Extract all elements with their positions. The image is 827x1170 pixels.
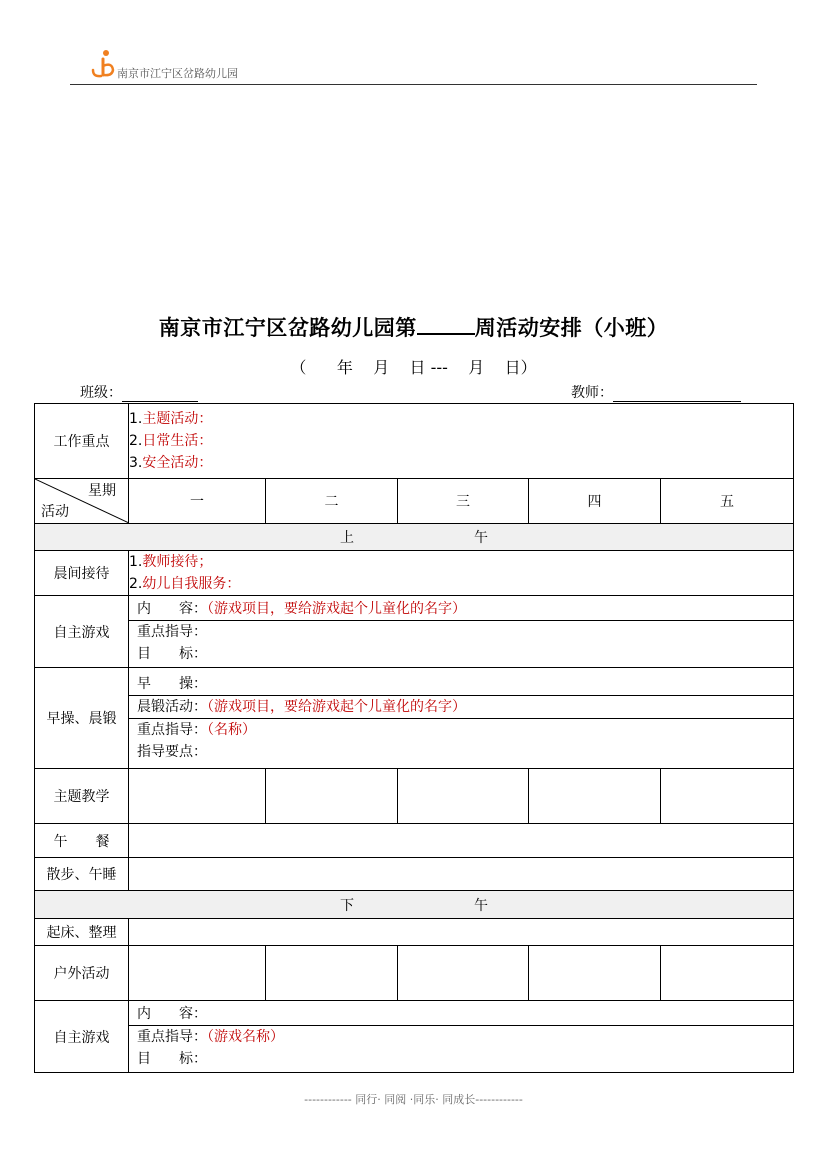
day-thursday: 四: [529, 479, 661, 524]
page-title: 南京市江宁区岔路幼儿园第 周活动安排（小班）: [158, 316, 669, 340]
outdoor-tue[interactable]: [266, 946, 398, 1001]
reception-content: 1.教师接待； 2.幼儿自我服务：: [129, 551, 794, 596]
header-activity-label: 活动: [41, 504, 69, 520]
day-monday: 一: [129, 479, 266, 524]
afternoon-section-row: [35, 891, 794, 919]
theme-teaching-label: 主题教学: [35, 769, 129, 824]
header-weekday-label: 星期: [88, 483, 116, 499]
class-field: 班级：: [80, 382, 198, 402]
page-footer: ------------ 同行· 同阅 ·同乐· 同成长------------: [304, 1093, 523, 1106]
date-range: （ 年 月 日 --- 月 日）: [290, 358, 537, 377]
diagonal-header-cell: [35, 479, 129, 524]
focus-content: 1.主题活动： 2.日常生活： 3.安全活动：: [129, 404, 794, 479]
theme-teaching-mon[interactable]: [129, 769, 266, 824]
day-friday: 五: [661, 479, 794, 524]
class-blank[interactable]: [122, 387, 198, 402]
theme-teaching-wed[interactable]: [398, 769, 529, 824]
free-play-pm-label: 自主游戏: [35, 1001, 129, 1073]
theme-teaching-thu[interactable]: [529, 769, 661, 824]
outdoor-wed[interactable]: [398, 946, 529, 1001]
focus-label: 工作重点: [35, 404, 129, 479]
lunch-label: 午 餐: [35, 824, 129, 858]
theme-teaching-fri[interactable]: [661, 769, 794, 824]
wakeup-content[interactable]: [129, 919, 794, 946]
morning-section-heading: 上 午: [35, 524, 794, 551]
outdoor-mon[interactable]: [129, 946, 266, 1001]
weekly-schedule-table: [34, 403, 794, 1073]
exercise-row: [35, 668, 794, 769]
reception-row: [35, 551, 794, 596]
lunch-content[interactable]: [129, 824, 794, 858]
free-play-am-content: 内 容：（游戏项目，要给游戏起个儿童化的名字） 重点指导： 目 标：: [129, 596, 794, 668]
outdoor-thu[interactable]: [529, 946, 661, 1001]
morning-section-row: [35, 524, 794, 551]
walk-nap-content[interactable]: [129, 858, 794, 891]
free-play-pm-content: 内 容： 重点指导：（游戏名称） 目 标：: [129, 1001, 794, 1073]
teacher-field: 教师：: [571, 382, 741, 402]
reception-label: 晨间接待: [35, 551, 129, 596]
outdoor-row: [35, 946, 794, 1001]
free-play-am-row: [35, 596, 794, 668]
wakeup-label: 起床、整理: [35, 919, 129, 946]
teacher-blank[interactable]: [613, 387, 741, 402]
afternoon-section-heading: 下 午: [35, 891, 794, 919]
theme-teaching-tue[interactable]: [266, 769, 398, 824]
day-tuesday: 二: [266, 479, 398, 524]
week-number-blank[interactable]: [417, 315, 475, 335]
walk-nap-label: 散步、午睡: [35, 858, 129, 891]
exercise-label: 早操、晨锻: [35, 668, 129, 769]
exercise-content: 早 操： 晨锻活动：（游戏项目，要给游戏起个儿童化的名字） 重点指导：（名称） 指导要点：: [129, 668, 794, 769]
page-header: [70, 42, 757, 85]
outdoor-label: 户外活动: [35, 946, 129, 1001]
outdoor-fri[interactable]: [661, 946, 794, 1001]
lunch-row: [35, 824, 794, 858]
weekday-header-row: [35, 479, 794, 524]
header-org-name: 南京市江宁区岔路幼儿园: [117, 67, 238, 80]
free-play-am-label: 自主游戏: [35, 596, 129, 668]
walk-nap-row: [35, 858, 794, 891]
kindergarten-logo-icon: [90, 48, 116, 78]
theme-teaching-row: [35, 769, 794, 824]
focus-row: [35, 404, 794, 479]
free-play-pm-row: [35, 1001, 794, 1073]
wakeup-row: [35, 919, 794, 946]
day-wednesday: 三: [398, 479, 529, 524]
